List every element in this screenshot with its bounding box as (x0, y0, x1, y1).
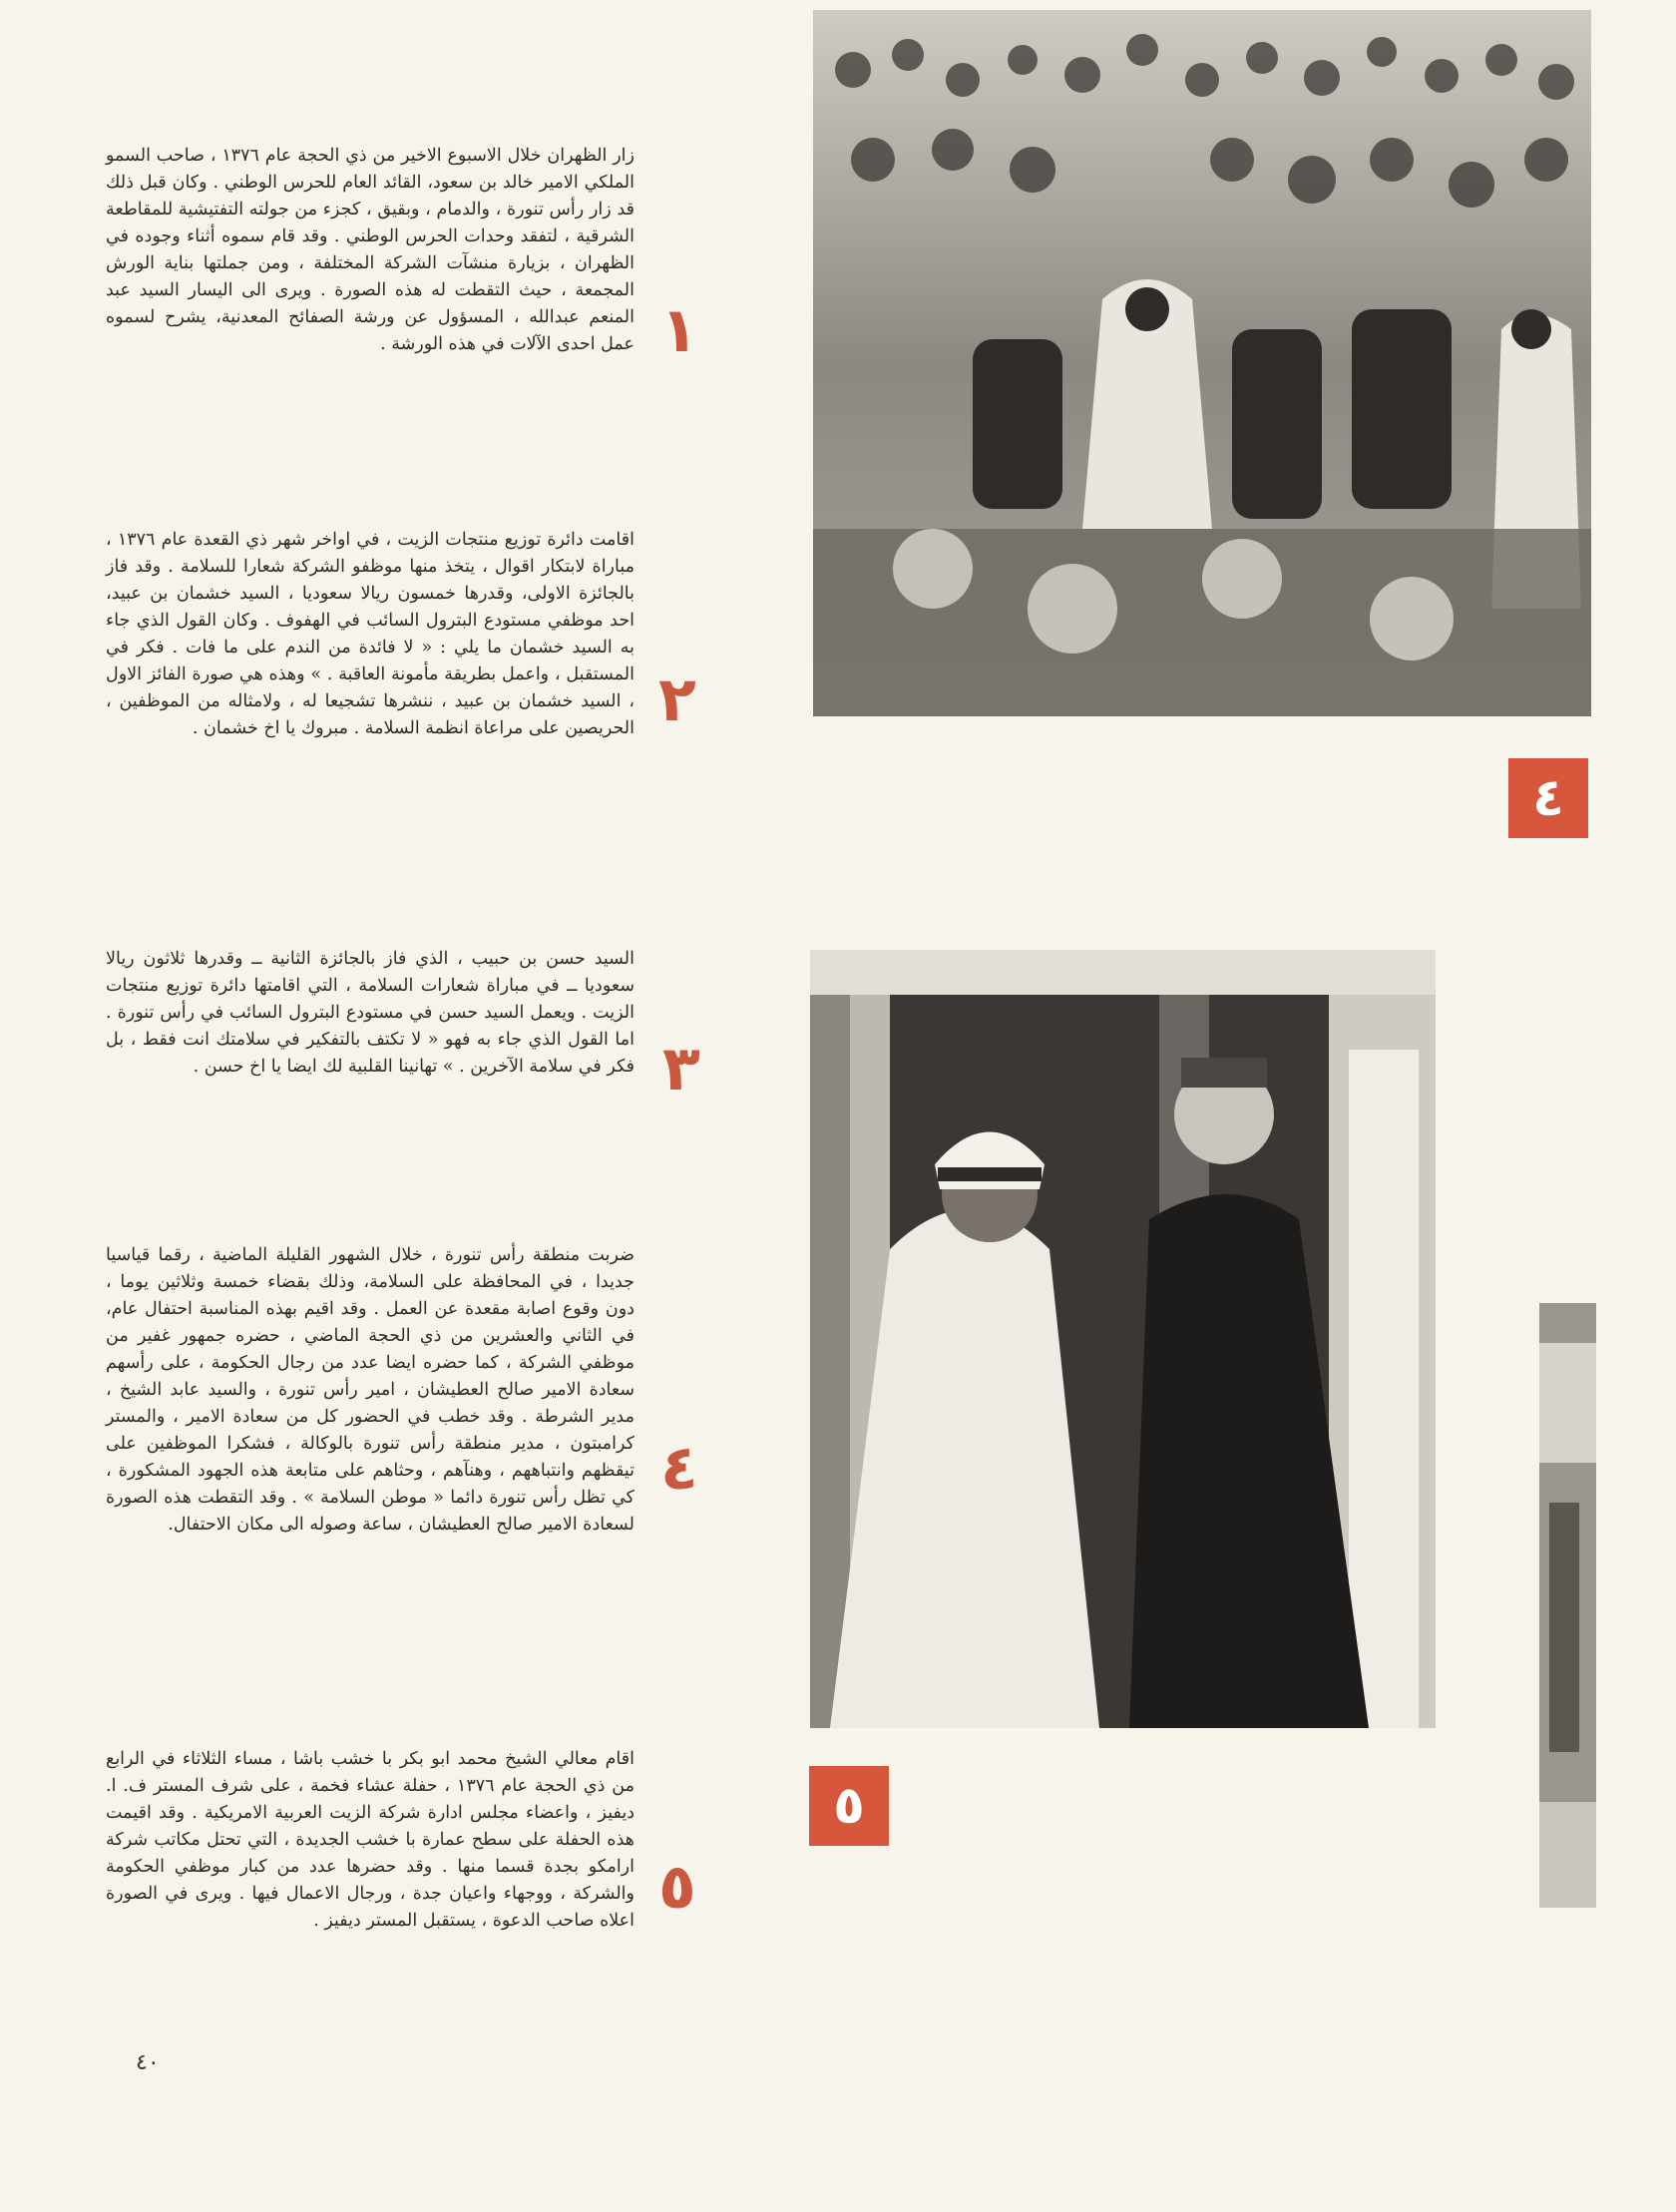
caption-number: ٤ (660, 1431, 698, 1504)
caption-text: اقامت دائرة توزيع منتجات الزيت ، في اواخر شهر ذي القعدة عام ١٣٧٦ ، مباراة لابتكار اقوال ، يتخذ منها موظفو الشركة شعارا للسلامة . وقد فاز بالجائزة الاولى، وقدرها خمسون ريالا سعوديا ، السيد خشمان بن عبيد، احد موظفي مستودع البترول السائب في الهفوف . وكان القول الذي جاء به السيد خشمان ما يلي : « لا فائدة من الندم على ما فات . فكر في المستقبل ، واعمل بطريقة مأمونة العاقبة . » وهذه هي صورة الفائز الاول ، السيد خشمان بن عبيد ، ننشرها تشجيعا له ، ولامثاله من الموظفين ، الحريصين على مراعاة انظمة السلامة . مبروك يا اخ خشمان . (106, 530, 634, 738)
caption-number: ١ (660, 293, 698, 366)
caption-text: اقام معالي الشيخ محمد ابو بكر با خشب باشا ، مساء الثلاثاء في الرابع من ذي الحجة عام ١٣٧٦ ، حفلة عشاء فخمة ، على شرف المستر ف. ا. ديفيز ، واعضاء مجلس ادارة شركة الزيت العربية الامريكية . وقد اقيمت هذه الحفلة على سطح عمارة با خشب الجديدة ، التي تحتل مكاتب شركة ارامكو بجدة قسما منها . وقد حضرها عدد من كبار موظفي الحكومة والشركة ، ووجهاء واعيان جدة ، ورجال الاعمال فيها . ويرى في الصورة اعلاه صاحب الدعوة ، يستقبل المستر ديفيز . (106, 1749, 634, 1931)
caption-number: ٣ (662, 1032, 700, 1105)
caption-text: السيد حسن بن حبيب ، الذي فاز بالجائزة الثانية ــ وقدرها ثلاثون ريالا سعوديا ــ في مباراة شعارات السلامة ، التي اقامتها دائرة توزيع منتجات الزيت . ويعمل السيد حسن في مستودع البترول السائب في رأس تنورة . اما القول الذي جاء به فهو « لا تكتف بالتفكير في سلامتك انت فقط ، بل فكر في سلامة الآخرين . » تهانينا القلبية لك ايضا يا اخ حسن . (106, 949, 634, 1077)
caption-text: ضربت منطقة رأس تنورة ، خلال الشهور القليلة الماضية ، رقما قياسيا جديدا ، في المحافظة على السلامة، وذلك بقضاء خمسة وثلاثين يوما ، دون وقوع اصابة مقعدة عن العمل . وقد اقيم بهذه المناسبة احتفال عام، في الثاني والعشرين من ذي الحجة الماضي ، حضره جمهور غفير من موظفي الشركة ، كما حضره ايضا عدد من رجال الحكومة ، على رأسهم سعادة الامير صالح العطيشان ، امير رأس تنورة ، والسيد عابد الشيخ ، مدير الشرطة . وقد خطب في الحضور كل من سعادة الامير ، والمستر كرامبتون ، مدير منطقة رأس تنورة بالوكالة ، فشكرا الموظفين على تيقظهم وانتباههم ، وهنآهم ، وحثاهم على متابعة هذه الجهود المشكورة ، كي تظل رأس تنورة دائما « موطن السلامة » . وقد التقطت هذه الصورة لسعادة الامير صالح العطيشان ، ساعة وصوله الى مكان الاحتفال. (106, 1245, 634, 1535)
photo-number-badge: ٥ (809, 1766, 889, 1846)
caption-number: ٢ (658, 663, 696, 735)
partial-photo-strip (1539, 1303, 1596, 1908)
crowd-photo (813, 10, 1591, 716)
photo-number-badge: ٤ (1508, 758, 1588, 838)
page-number: ٤٠ (136, 2050, 160, 2075)
reception-photo (810, 950, 1436, 1728)
caption-text: زار الظهران خلال الاسبوع الاخير من ذي الحجة عام ١٣٧٦ ، صاحب السمو الملكي الامير خالد بن سعود، القائد العام للحرس الوطني . وكان قبل ذلك قد زار رأس تنورة ، والدمام ، وبقيق ، كجزء من جولته التفتيشية للمقاطعة الشرقية ، لتفقد وحدات الحرس الوطني . وقد قام سموه أثناء وجوده في الظهران ، بزيارة منشآت الشركة المختلفة ، ومن جملتها بناية الورش المجمعة ، حيث التقطت له هذه الصورة . ويرى الى اليسار السيد عبد المنعم عبدالله ، المسؤول عن ورشة الصفائح المعدنية، يشرح لسموه عمل احدى الآلات في هذه الورشة . (106, 146, 634, 354)
caption-number: ٥ (658, 1850, 696, 1923)
